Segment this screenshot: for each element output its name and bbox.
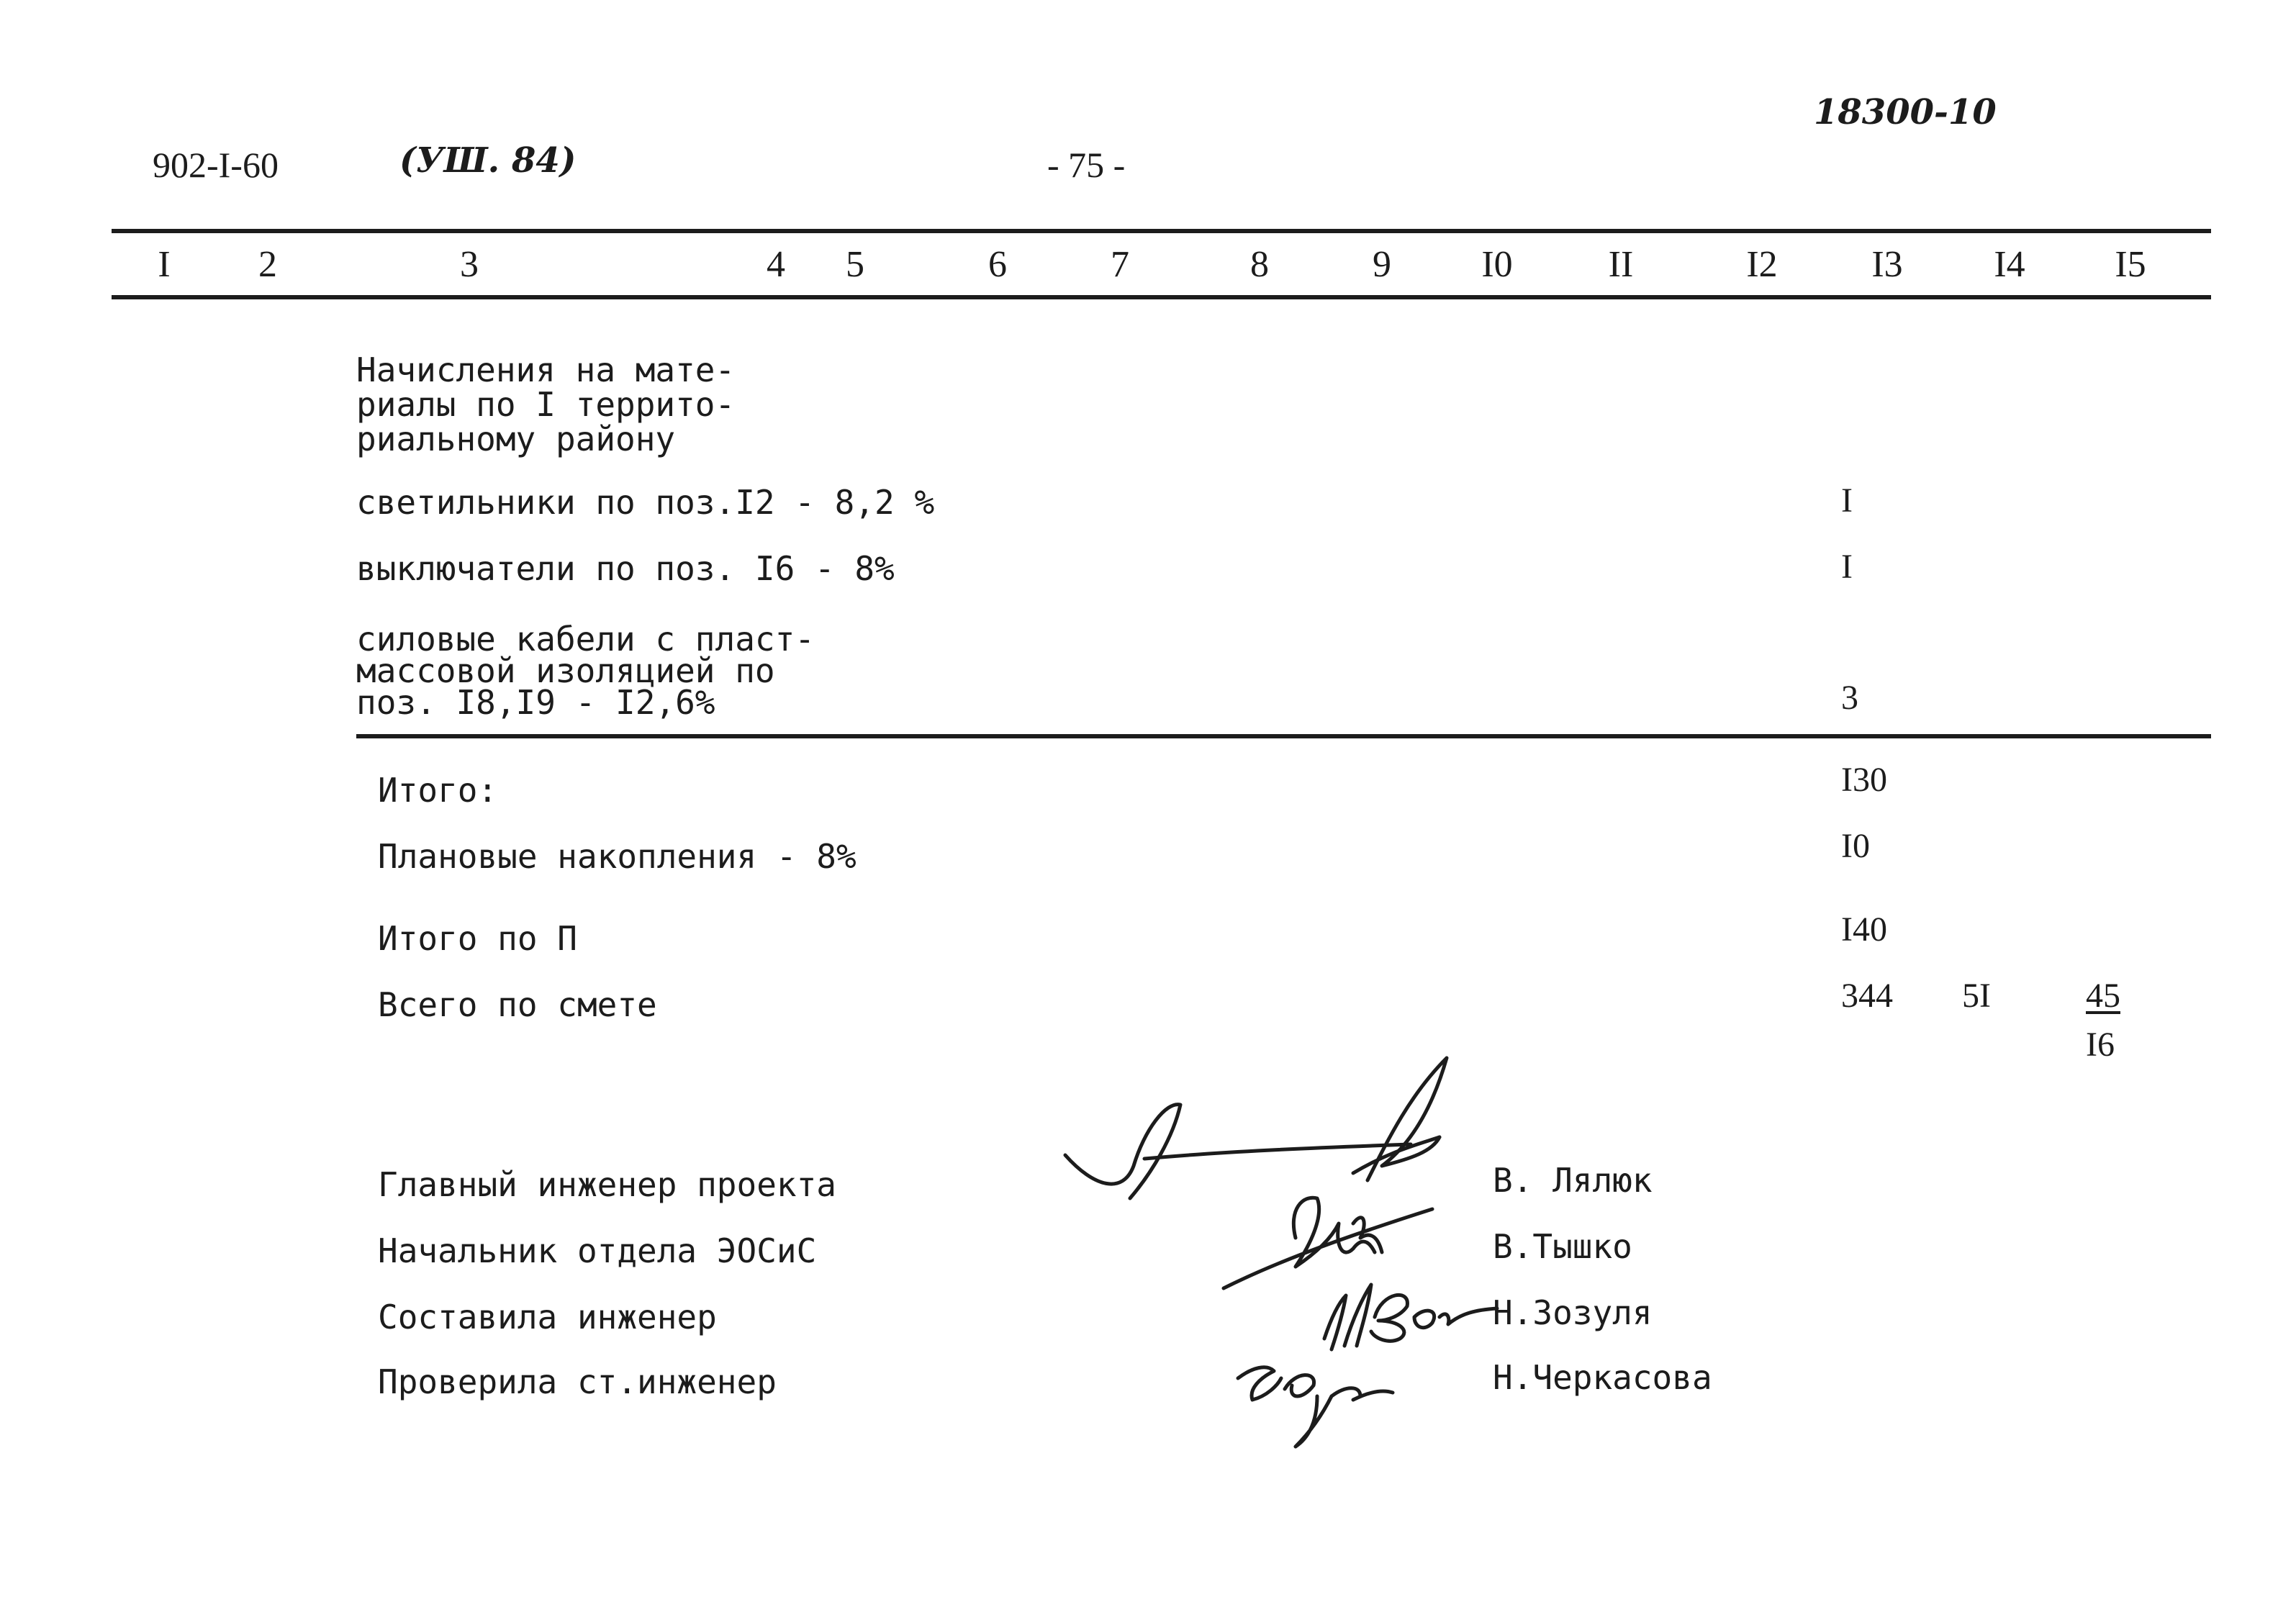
column-number: 9 [1373, 244, 1391, 285]
column-number: 4 [767, 244, 785, 285]
cables-line: поз. I8,I9 - I2,6% [356, 683, 715, 722]
total-label: Итого: [378, 771, 498, 810]
total-value: I30 [1841, 761, 1887, 799]
column-number: I [158, 244, 171, 285]
signature-role: Составила инженер [378, 1298, 717, 1336]
cables-line: массовой изоляцией по [356, 651, 775, 690]
grand-total-col14: 5I [1962, 977, 1991, 1015]
signature-role: Проверила ст.инженер [378, 1362, 777, 1401]
column-number: II [1608, 244, 1634, 285]
archive-number: 18300-10 [1814, 92, 1997, 132]
signature-name: Н.Зозуля [1493, 1293, 1653, 1332]
total-part2-value: I40 [1841, 910, 1887, 949]
subtotal-rule [356, 734, 2211, 738]
planned-savings-label: Плановые накопления - 8% [378, 837, 857, 876]
column-number: 2 [258, 244, 277, 285]
line-item-switches-value: I [1841, 548, 1853, 586]
column-number: I5 [2115, 244, 2146, 285]
signature-name: В.Тышко [1493, 1227, 1632, 1266]
line-item-switches: выключатели по поз. I6 - 8% [356, 549, 895, 588]
grand-total-col15-bottom: I6 [2086, 1026, 2115, 1064]
page-number: - 75 - [1047, 145, 1126, 185]
document-code: 902-I-60 [153, 145, 279, 185]
grand-total-col13: 344 [1841, 977, 1893, 1015]
accruals-intro-line: риальному району [356, 420, 676, 458]
column-number: I0 [1481, 244, 1513, 285]
grand-total-col15-top: 45 [2086, 977, 2120, 1015]
accruals-intro-line: риалы по I террито- [356, 385, 736, 424]
cables-line: силовые кабели с пласт- [356, 620, 815, 659]
column-number: I2 [1746, 244, 1778, 285]
column-number: 5 [846, 244, 864, 285]
header-top-rule [112, 229, 2211, 233]
column-number: I4 [1994, 244, 2025, 285]
total-part2-label: Итого по П [378, 919, 577, 958]
planned-savings-value: I0 [1841, 827, 1870, 865]
signature-name: Н.Черкасова [1493, 1358, 1712, 1397]
column-number: 8 [1250, 244, 1269, 285]
line-item-luminaires: светильники по поз.I2 - 8,2 % [356, 483, 935, 522]
column-number: 3 [460, 244, 479, 285]
line-item-luminaires-value: I [1841, 481, 1853, 520]
series-mark: (УШ. 84) [399, 140, 577, 181]
signature-role: Начальник отдела ЭОСиС [378, 1231, 817, 1270]
signature-role: Главный инженер проекта [378, 1165, 836, 1204]
column-number: 6 [988, 244, 1007, 285]
header-bottom-rule [112, 295, 2211, 299]
column-number: 7 [1111, 244, 1129, 285]
column-number: I3 [1871, 244, 1903, 285]
grand-total-label: Всего по смете [378, 985, 657, 1024]
signature-name: В. Лялюк [1493, 1161, 1653, 1200]
cables-value: 3 [1841, 679, 1858, 717]
accruals-intro-line: Начисления на мате- [356, 350, 736, 389]
